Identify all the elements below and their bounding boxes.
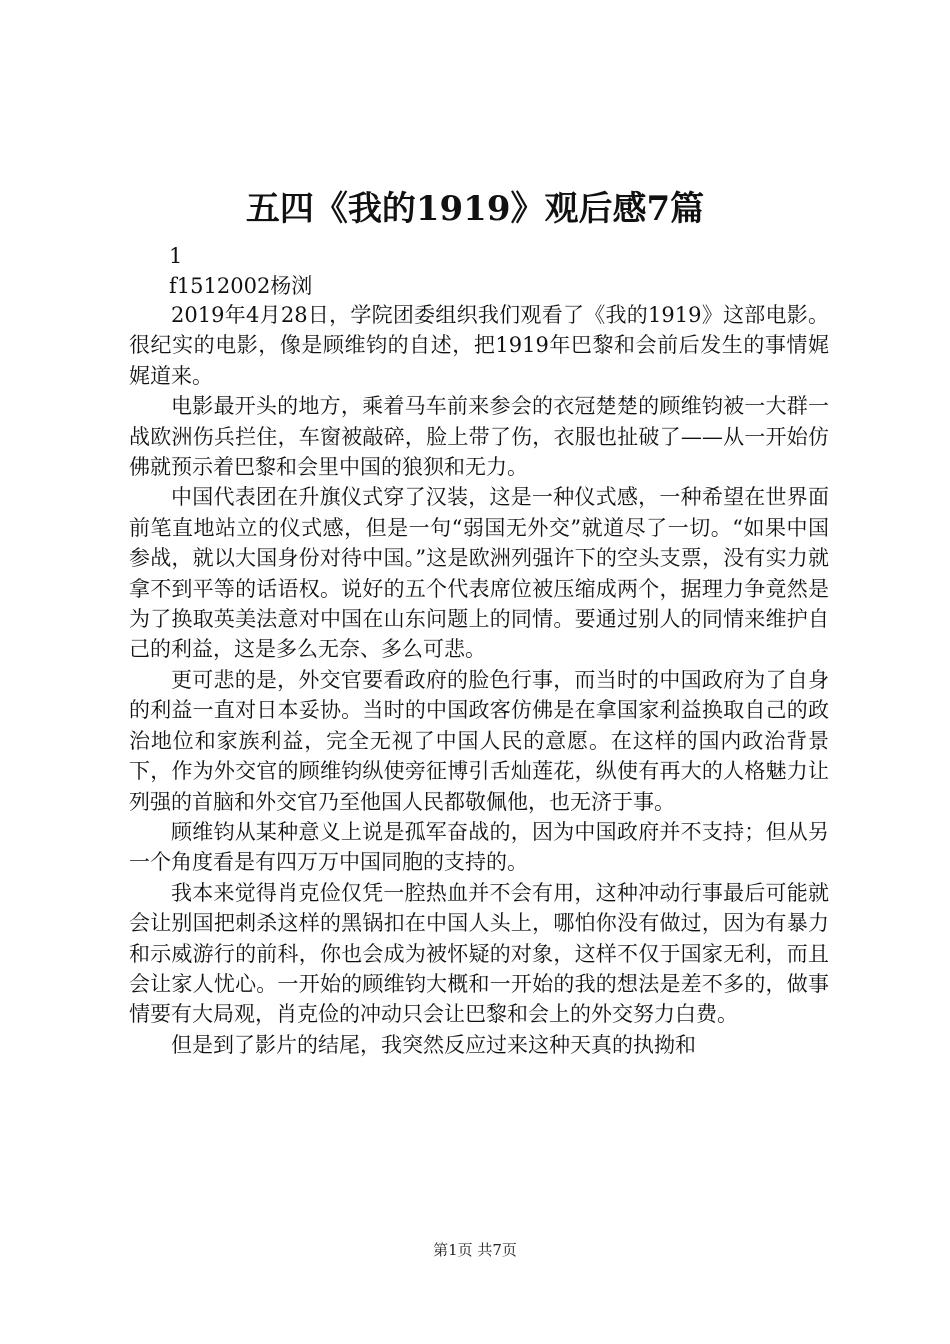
page-footer: 第1页 共7页 xyxy=(433,1241,517,1259)
paragraph: 我本来觉得肖克俭仅凭一腔热血并不会有用，这种冲动行事最后可能就会让别国把刺杀这样的黑锅扣在中国人头上，哪怕你没有做过，因为有暴力和示威游行的前科，你也会成为被怀疑的对象，这样不仅于国家无利，而且会让家人忧心。一开始的顾维钧大概和一开始的我的想法是差不多的，做事情要有大局观，肖克俭的冲动只会让巴黎和会上的外交努力白费。 xyxy=(129,880,829,1027)
section-number: 1 xyxy=(169,244,183,268)
paragraph: 电影最开头的地方，乘着马车前来参会的衣冠楚楚的顾维钧被一大群一战欧洲伤兵拦住，车窗被敲碎，脸上带了伤，衣服也扯破了——从一开始仿佛就预示着巴黎和会里中国的狼狈和无力。 xyxy=(129,394,829,480)
document-title: 五四《我的1919》观后感7篇 xyxy=(245,189,705,229)
paragraph: 中国代表团在升旗仪式穿了汉装，这是一种仪式感，一种希望在世界面前笔直地站立的仪式感，但是一句“弱国无外交”就道尽了一切。“如果中国参战，就以大国身份对待中国。”这是欧洲列强许下的空头支票，没有实力就拿不到平等的话语权。说好的五个代表席位被压缩成两个，据理力争竟然是为了换取英美法意对中国在山东问题上的同情。要通过别人的同情来维护自己的利益，这是多么无奈、多么可悲。 xyxy=(129,485,829,662)
paragraph: 顾维钧从某种意义上说是孤军奋战的，因为中国政府并不支持；但从另一个角度看是有四万万中国同胞的支持的。 xyxy=(129,819,829,875)
body-text xyxy=(129,300,829,1060)
paragraph: 更可悲的是，外交官要看政府的脸色行事，而当时的中国政府为了自身的利益一直对日本妥协。当时的中国政客仿佛是在拿国家利益换取自己的政治地位和家族利益，完全无视了中国人民的意愿。在这样的国内政治背景下，作为外交官的顾维钧纵使旁征博引舌灿莲花，纵使有再大的人格魅力让列强的首脑和外交官乃至他国人民都敬佩他，也无济于事。 xyxy=(129,667,829,814)
paragraph: 2019年4月28日，学院团委组织我们观看了《我的1919》这部电影。很纪实的电影，像是顾维钧的自述，把1919年巴黎和会前后发生的事情娓娓道来。 xyxy=(129,303,829,388)
paragraph: 但是到了影片的结尾，我突然反应过来这种天真的执拗和 xyxy=(171,1032,696,1057)
author-line: f1512002杨浏 xyxy=(169,274,313,298)
